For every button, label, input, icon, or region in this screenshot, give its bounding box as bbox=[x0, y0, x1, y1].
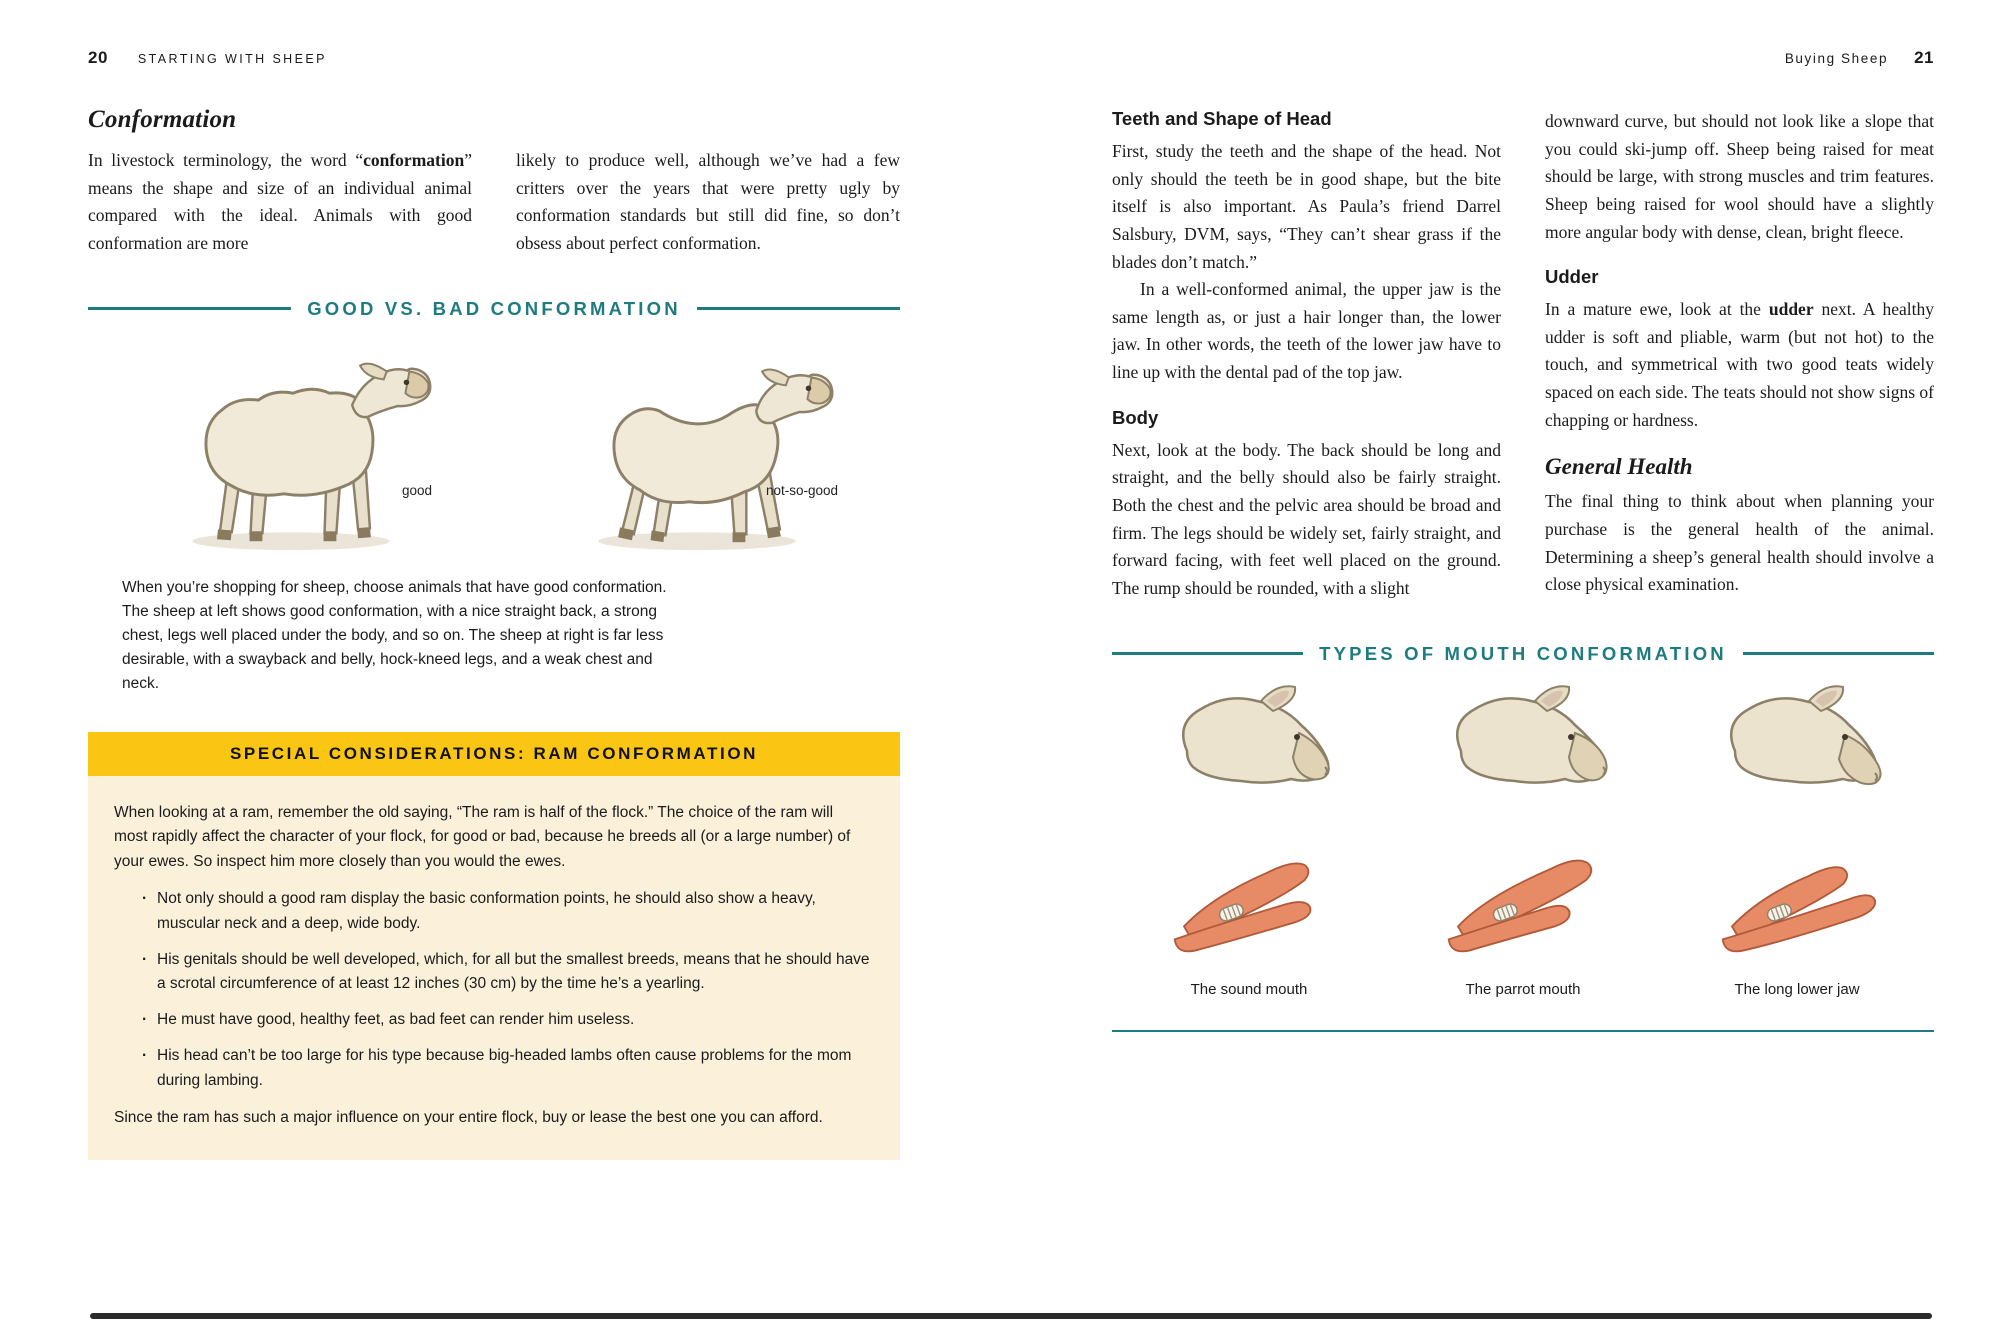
right-column-2 bbox=[1545, 108, 1934, 603]
sidebar-bullet: · His head can’t be too large for his type because big-headed lambs often cause problems for the mom during lambing. bbox=[142, 1044, 870, 1094]
page-number-left: 20 bbox=[88, 48, 108, 67]
intro-bold-word: conformation bbox=[363, 150, 465, 170]
left-page bbox=[88, 0, 900, 1160]
good-sheep-figure bbox=[88, 334, 494, 556]
general-health-heading: General Health bbox=[1545, 454, 1693, 480]
bad-sheep-figure bbox=[494, 334, 900, 556]
conformation-heading: Conformation bbox=[88, 106, 237, 133]
intro-columns bbox=[88, 147, 900, 258]
teeth-paragraph-2: In a well-conformed animal, the upper jaw is the same length as, or just a hair longer than, the lower jaw. In other words, the teeth of the lower jaw have to line up with the dental pad of the top jaw. bbox=[1112, 279, 1501, 383]
not-so-good-label: not-so-good bbox=[765, 482, 838, 498]
udder-paragraph bbox=[1545, 296, 1934, 434]
bottom-divider-rule bbox=[1112, 1030, 1934, 1033]
udder-text-pre: In a mature ewe, look at the bbox=[1545, 299, 1769, 320]
intro-text-pre: In livestock terminology, the word “ bbox=[88, 150, 364, 170]
sidebar-bullet: · Not only should a good ram display the basic conformation points, he should also show a heavy, muscular neck and a deep, wide body. bbox=[142, 887, 870, 937]
body-paragraph: Next, look at the body. The back should be long and straight, and the belly should also be fairly straight. Both the chest and the pelvic area should be broad and firm. The legs should be widely set, fairly straight, and forward facing, with feet well placed on the ground. The rump should be rounded, with a slight bbox=[1112, 439, 1501, 598]
long-lower-jaw-label: The long lower jaw bbox=[1734, 980, 1860, 998]
long-lower-jaw-figure bbox=[1660, 681, 1934, 998]
teeth-paragraph-1: First, study the teeth and the shape of the head. Not only should the teeth be in good shape, but the bite itself is also important. As Paula’s friend Darrel Salsbury, DVM, says, “They can’t shear grass if the blades don’t match.” bbox=[1112, 141, 1501, 272]
body-heading: Body bbox=[1112, 406, 1159, 428]
mouth-figures bbox=[1112, 681, 1934, 998]
good-label: good bbox=[401, 482, 432, 498]
sound-mouth-label: The sound mouth bbox=[1190, 980, 1308, 998]
running-header-right bbox=[1112, 0, 1934, 68]
sidebar-title-bar: SPECIAL CONSIDERATIONS: RAM CONFORMATION bbox=[88, 732, 900, 776]
figure-caption: When you’re shopping for sheep, choose animals that have good conformation. The sheep at left shows good conformation, with a nice straight back, a strong chest, legs well placed under the body, and so on. The sheep at right is far less desirable, with a swayback and belly, hock-kneed legs, and a weak chest and neck. bbox=[122, 578, 667, 692]
sidebar-intro: When looking at a ram, remember the old saying, “The ram is half of the flock.” The choice of the ram will most rapidly affect the character of your flock, for good or bad, because he breeds all (or a large number) of your ewes. So inspect him more closely than you would the ewes. bbox=[114, 803, 851, 871]
rule-left bbox=[1112, 652, 1303, 655]
bad-sheep-illustration bbox=[547, 334, 847, 556]
figure-title-mouth bbox=[1112, 643, 1934, 665]
sheep-head-illustration bbox=[1418, 681, 1628, 841]
udder-bold-word: udder bbox=[1768, 299, 1814, 320]
sidebar-body bbox=[88, 776, 900, 1161]
intro-column-2: likely to produce well, although we’ve had a few critters over the years that were pretty ugly by conformation standards but still did fine, so don’t obsess about perfect conformation. bbox=[516, 150, 900, 253]
good-sheep-illustration bbox=[141, 334, 441, 556]
sound-mouth-figure bbox=[1112, 681, 1386, 998]
sidebar-bullet: · His genitals should be well developed, which, for all but the smallest breeds, means that he should have a scrotal circumference of at least 12 inches (30 cm) by the time he’s a yearling. bbox=[142, 948, 870, 998]
rule-right bbox=[1743, 652, 1934, 655]
parrot-mouth-jaw-illustration bbox=[1413, 841, 1633, 971]
right-column-1 bbox=[1112, 108, 1501, 603]
figure-title-text: TYPES OF MOUTH CONFORMATION bbox=[1319, 642, 1727, 664]
parrot-mouth-figure bbox=[1386, 681, 1660, 998]
intro-text-post: ” means the shape and size of an individual animal compared with the ideal. Animals with good conformation are more bbox=[88, 150, 472, 253]
running-header-left bbox=[88, 0, 900, 68]
udder-heading: Udder bbox=[1545, 266, 1599, 288]
ram-sidebar bbox=[88, 732, 900, 1161]
long-lower-jaw-illustration bbox=[1687, 841, 1907, 971]
udder-text-post: next. A healthy udder is soft and pliable, warm (but not hot) to the touch, and symmetrical with two good teats widely spaced on each side. The teats should not show signs of chapping or hardness. bbox=[1545, 299, 1934, 430]
sheep-figures bbox=[88, 334, 900, 556]
right-text-columns bbox=[1112, 108, 1934, 603]
right-page bbox=[1112, 0, 1934, 1032]
rule-right bbox=[697, 307, 900, 310]
figure-title-good-bad bbox=[88, 298, 900, 320]
teeth-heading: Teeth and Shape of Head bbox=[1112, 108, 1332, 129]
intro-column-1 bbox=[88, 147, 472, 258]
sheep-head-illustration bbox=[1144, 681, 1354, 841]
sound-mouth-jaw-illustration bbox=[1139, 841, 1359, 971]
sheep-head-illustration bbox=[1692, 681, 1902, 841]
general-health-paragraph: The final thing to think about when planning your purchase is the general health of the animal. Determining a sheep’s general health should involve a close physical examination. bbox=[1545, 491, 1934, 595]
sidebar-outro: Since the ram has such a major influence on your entire flock, buy or lease the best one you can afford. bbox=[114, 1108, 823, 1126]
parrot-mouth-label: The parrot mouth bbox=[1465, 980, 1581, 998]
sidebar-bullet: · He must have good, healthy feet, as bad feet can render him useless. bbox=[142, 1008, 870, 1033]
sidebar-bullet-list bbox=[142, 887, 870, 1094]
page-number-right: 21 bbox=[1914, 48, 1934, 67]
running-title-left: STARTING WITH SHEEP bbox=[137, 52, 327, 66]
rule-left bbox=[88, 307, 291, 310]
figure-title-text: GOOD VS. BAD CONFORMATION bbox=[307, 297, 681, 319]
body-paragraph-continued: downward curve, but should not look like a slope that you could ski-jump off. Sheep being raised for meat should be large, with strong muscles and trim features. Sheep being raised for wool should have a slightly more angular body with dense, clean, bright fleece. bbox=[1545, 111, 1934, 242]
running-title-right: Buying Sheep bbox=[1784, 51, 1889, 66]
book-edge-shadow bbox=[90, 1313, 1932, 1319]
